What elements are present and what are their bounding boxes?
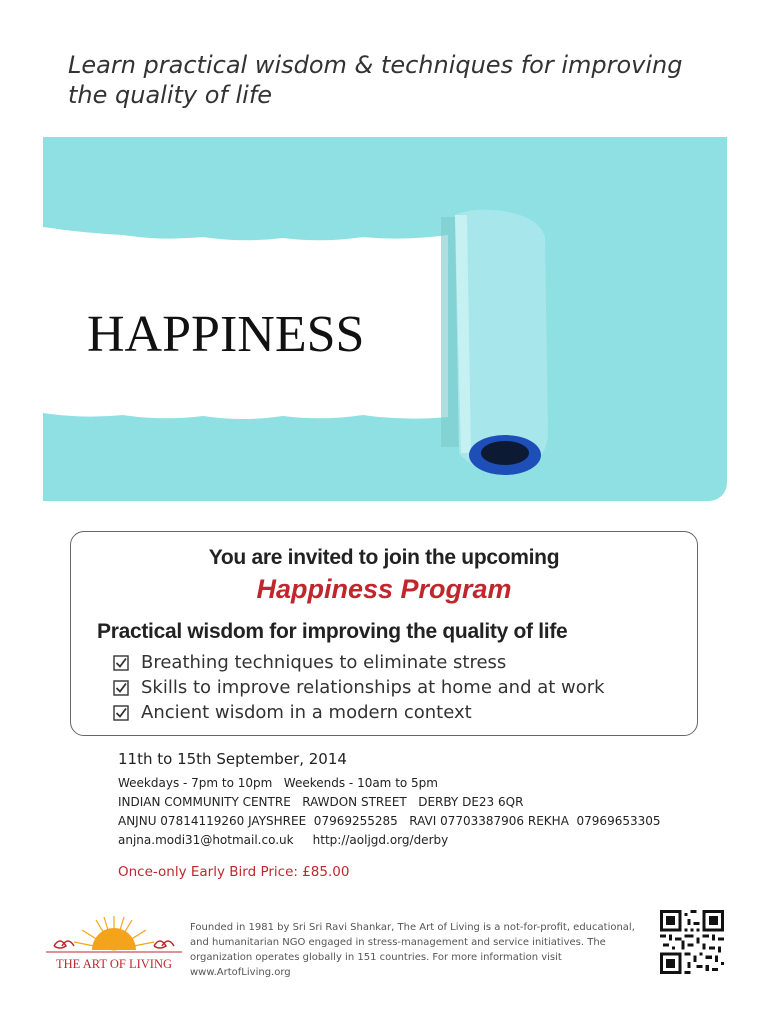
checkbox-checked-icon [113, 680, 129, 696]
invitation-card [70, 531, 698, 736]
invite-text: You are invited to join the upcoming [208, 546, 560, 569]
event-venue: INDIAN COMMUNITY CENTRE RAWDON STREET DERBY DE23 6QR [118, 795, 524, 809]
card-subtitle: Practical wisdom for improving the quality of life [97, 620, 568, 643]
list-item [113, 650, 605, 675]
list-item-label: Ancient wisdom in a modern context [141, 702, 472, 723]
checkbox-checked-icon [113, 655, 129, 671]
tagline: Learn practical wisdom & techniques for improving the quality of life [68, 51, 683, 109]
event-web: anjna.modi31@hotmail.co.uk http://aoljgd.org/derby [118, 833, 449, 847]
art-of-living-logo [44, 912, 184, 972]
logo-text: THE ART OF LIVING [55, 957, 173, 971]
hero-headline: HAPPINESS [87, 306, 365, 363]
sun-logo-icon [44, 912, 184, 972]
list-item [113, 700, 605, 725]
list-item-label: Skills to improve relationships at home and at work [141, 677, 605, 698]
hero-image [43, 137, 727, 501]
program-title: Happiness Program [256, 574, 512, 604]
event-contacts: ANJNU 07814119260 JAYSHREE 07969255285 RAVI 07703387906 REKHA 07969653305 [118, 814, 661, 828]
list-item [113, 675, 605, 700]
footer-text: Founded in 1981 by Sri Sri Ravi Shankar, The Art of Living is a not-for-profit, educational, and humanitarian NGO engaged in stress-management and service initiatives. The organization operates globally in 151 countries. For more information visit www.ArtofLiving.org [190, 922, 635, 978]
benefit-list [113, 650, 605, 725]
early-bird-price: Once-only Early Bird Price: £85.00 [118, 864, 350, 880]
checkbox-checked-icon [113, 705, 129, 721]
event-details [118, 750, 718, 894]
event-dates: 11th to 15th September, 2014 [118, 750, 347, 768]
event-times: Weekdays - 7pm to 10pm Weekends - 10am to 5pm [118, 776, 438, 790]
list-item-label: Breathing techniques to eliminate stress [141, 652, 507, 673]
qr-code-icon [660, 910, 724, 974]
